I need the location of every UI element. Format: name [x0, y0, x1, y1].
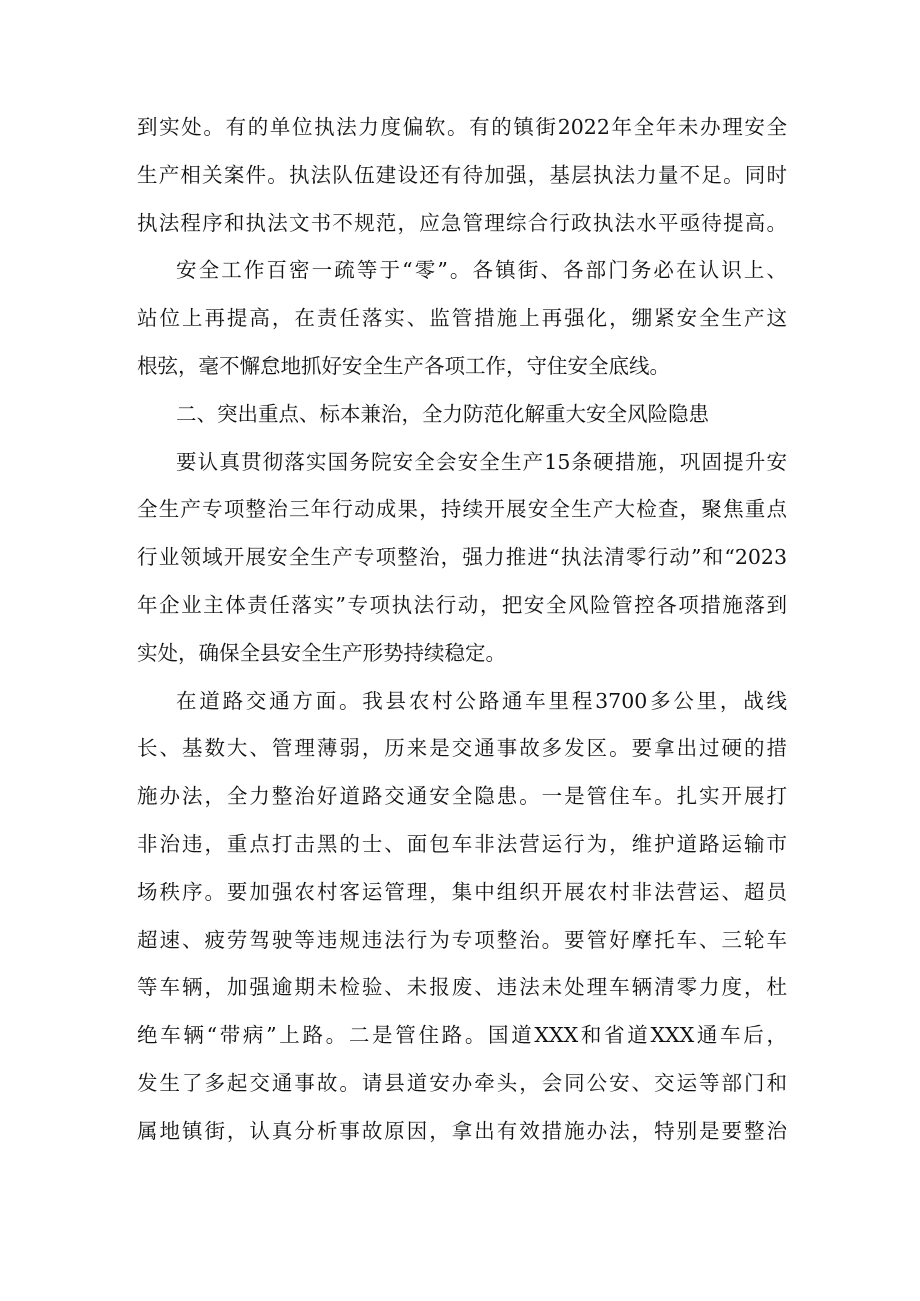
text-line-16: 非治违，重点打击黑的士、面包车非法营运行为，维护道路运输市 [137, 831, 787, 856]
text-line-11: 年企业主体责任落实”专项执法行动，把安全风险管控各项措施落到 [137, 592, 787, 617]
text-line-17: 场秩序。要加强农村客运管理，集中组织开展农村非法营运、超员 [137, 879, 787, 904]
text-line-4: 安全工作百密一疏等于“零”。各镇街、各部门务必在认识上、 [176, 258, 787, 283]
text-line-14: 长、基数大、管理薄弱，历来是交通事故多发区。要拿出过硬的措 [137, 736, 787, 761]
text-line-9: 全生产专项整治三年行动成果，持续开展安全生产大检查，聚焦重点 [137, 497, 787, 522]
text-line-6: 根弦，毫不懈怠地抓好安全生产各项工作，守住安全底线。 [137, 353, 670, 378]
text-line-19: 等车辆，加强逾期未检验、未报废、违法未处理车辆清零力度，杜 [137, 975, 787, 1000]
text-line-21: 发生了多起交通事故。请县道安办牵头，会同公安、交运等部门和 [137, 1070, 787, 1095]
text-line-15: 施办法，全力整治好道路交通安全隐患。一是管住车。扎实开展打 [137, 784, 787, 809]
text-line-5: 站位上再提高，在责任落实、监管措施上再强化，绷紧安全生产这 [137, 306, 787, 331]
text-line-8: 要认真贯彻落实国务院安全会安全生产15条硬措施，巩固提升安 [176, 449, 787, 474]
document-body [137, 104, 787, 1156]
text-line-2: 生产相关案件。执法队伍建设还有待加强，基层执法力量不足。同时 [137, 162, 787, 187]
text-line-3: 执法程序和执法文书不规范，应急管理综合行政执法水平亟待提高。 [137, 210, 787, 235]
text-line-20: 绝车辆“带病”上路。二是管住路。国道XXX和省道XXX通车后， [137, 1023, 787, 1048]
text-line-12: 实处，确保全县安全生产形势持续稳定。 [137, 640, 506, 665]
text-line-13: 在道路交通方面。我县农村公路通车里程3700多公里，战线 [176, 688, 787, 713]
text-line-22: 属地镇街，认真分析事故原因，拿出有效措施办法，特别是要整治 [137, 1118, 787, 1143]
section-heading: 二、突出重点、标本兼治，全力防范化解重大安全风险隐患 [176, 401, 709, 426]
text-line-18: 超速、疲劳驾驶等违规违法行为专项整治。要管好摩托车、三轮车 [137, 927, 787, 952]
text-line-1: 到实处。有的单位执法力度偏软。有的镇街2022年全年未办理安全 [137, 115, 787, 139]
text-line-10: 行业领域开展安全生产专项整治，强力推进“执法清零行动”和“2023 [137, 545, 787, 570]
